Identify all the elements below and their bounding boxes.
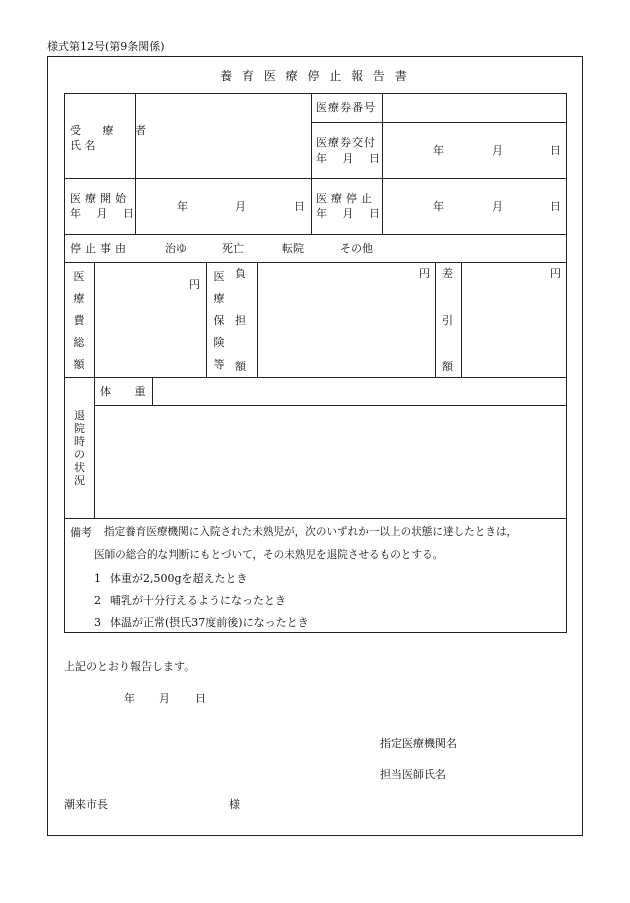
report-date-day: 日 (195, 692, 206, 705)
start-date-year: 年 (177, 200, 188, 213)
discharge-status-field[interactable] (95, 406, 566, 518)
cert-date-day: 日 (550, 144, 561, 157)
insurance-amount-field[interactable] (258, 263, 434, 376)
reason-option-death[interactable]: 死亡 (222, 242, 244, 255)
difference-label: 差 引 額 (442, 267, 453, 373)
patient-name-field[interactable] (136, 94, 310, 178)
institution-label: 指定医療機関名 (380, 737, 457, 750)
form-number: 様式第12号(第9条関係) (47, 40, 165, 53)
stop-date-label-line2: 年 月 日 (316, 207, 386, 220)
insurance-label-col2: 負 担 額 (235, 267, 246, 373)
reason-label: 停止事由 (70, 242, 130, 255)
cert-date-label: 医療券交付 (316, 136, 376, 149)
difference-yen: 円 (550, 267, 561, 280)
doctor-label: 担当医師氏名 (380, 768, 446, 781)
total-cost-label: 医 療 費 総 額 (73, 270, 85, 371)
cert-date-month: 月 (492, 144, 503, 157)
page-title: 養 育 医 療 停 止 報 告 書 (220, 69, 410, 83)
total-cost-yen: 円 (189, 278, 200, 291)
start-date-label: 医療開始 (70, 192, 130, 205)
report-statement: 上記のとおり報告します。 (64, 660, 196, 673)
difference-field[interactable] (462, 263, 566, 376)
stop-date-label: 医療停止 (316, 192, 376, 205)
report-date-year: 年 (124, 692, 135, 705)
cert-date-label-line2: 年 月 日 (316, 152, 386, 165)
honorific: 様 (229, 798, 240, 811)
notes-line2: 医師の総合的な判断にもとづいて，その未熟児を退院させるものとする。 (94, 549, 444, 561)
notes-item-1: 体重が2,500gを超えたとき (110, 572, 248, 585)
reason-option-cured[interactable]: 治ゆ (165, 242, 187, 255)
notes-item-3-num: 3 (94, 616, 101, 629)
start-date-label-line2: 年 月 日 (70, 207, 140, 220)
notes-item-2-num: 2 (94, 594, 101, 607)
cert-date-year: 年 (433, 144, 444, 157)
cert-number-field[interactable] (383, 94, 566, 122)
stop-date-year: 年 (433, 200, 444, 213)
discharge-status-label: 退 院 時 の 状 況 (74, 409, 85, 487)
notes-line1: 指定養育医療機関に入院された未熟児が，次のいずれか一以上の状態に達したときは， (104, 526, 518, 538)
reason-option-transfer[interactable]: 転院 (282, 242, 304, 255)
report-date-month: 月 (159, 692, 170, 705)
addressee: 潮来市長 (64, 798, 108, 811)
patient-label-line2: 氏 名 (70, 139, 96, 152)
stop-date-day: 日 (550, 200, 561, 213)
insurance-yen: 円 (419, 267, 430, 280)
notes-item-2: 哺乳が十分行えるようになったとき (110, 594, 286, 607)
total-cost-field[interactable] (95, 263, 205, 376)
reason-option-other[interactable]: その他 (340, 242, 373, 255)
cert-number-label: 医療券番号 (316, 101, 376, 114)
insurance-label-col1: 医 療 保 険 等 (213, 270, 225, 371)
weight-label: 体 重 (100, 385, 156, 398)
stop-date-month: 月 (492, 200, 503, 213)
start-date-month: 月 (235, 200, 246, 213)
notes-item-3: 体温が正常(摂氏37度前後)になったとき (110, 616, 309, 629)
notes-heading: 備考 (70, 526, 92, 539)
notes-item-1-num: 1 (94, 572, 101, 585)
start-date-day: 日 (294, 200, 305, 213)
weight-field[interactable] (153, 378, 566, 405)
patient-label: 受 療 者 (70, 124, 155, 137)
